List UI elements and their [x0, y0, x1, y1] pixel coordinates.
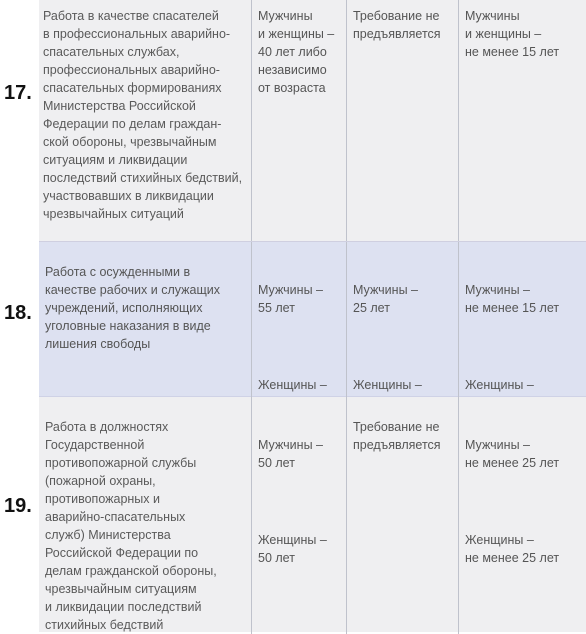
experience-women: Женщины – не менее 25 лет [465, 533, 560, 565]
age-women: Женщины – [258, 378, 327, 392]
experience-cell: Мужчины и женщины – не менее 15 лет [458, 0, 586, 241]
age-men: Мужчины – 55 лет [258, 283, 323, 315]
table-row [39, 0, 586, 242]
age-cell: Мужчины и женщины – 40 лет либо независимо от возраста [251, 0, 346, 241]
job-description: Работа в должностях Государственной противопожарной службы (пожарной охраны, противопожарных и аварийно-спасательных служб) Министерства Российской Федерации по делам гражданской обороны, чрезвычайным ситуациям и ликвидации последствий стихийных бедствий [45, 420, 217, 632]
requirement-men: Мужчины – 25 лет [353, 283, 418, 315]
job-description: Работа в качестве спасателей в профессиональных аварийно- спасательных службах, профессиональных аварийно- спасательных формированиях Министерства Российской Федерации по делам граждан- ской обороны, чрезвычайным ситуациям и ликвидации последствий стихийных бедствий, участвовавших в ликвидации чрезвычайных ситуаций [43, 9, 243, 221]
experience-cell [458, 397, 586, 634]
table-row [39, 397, 586, 632]
requirement-women: Женщины – [353, 378, 422, 392]
experience-women: Женщины – [465, 378, 534, 392]
requirement-cell: Требование не предъявляется [346, 397, 458, 634]
age-women: Женщины – 50 лет [258, 533, 327, 565]
experience-men: Мужчины – не менее 15 лет [465, 283, 560, 315]
age-cell [251, 397, 346, 634]
age-men: Мужчины – 50 лет [258, 438, 323, 470]
row-number: 18. [4, 302, 32, 324]
row-number: 19. [4, 495, 32, 517]
requirement-cell: Требование не предъявляется [346, 0, 458, 241]
job-description: Работа с осужденными в качестве рабочих и служащих учреждений, исполняющих уголовные наказания в виде лишения свободы [45, 265, 220, 351]
row-number: 17. [4, 82, 32, 104]
experience-men: Мужчины – не менее 25 лет [465, 438, 560, 470]
table-row [39, 242, 586, 397]
